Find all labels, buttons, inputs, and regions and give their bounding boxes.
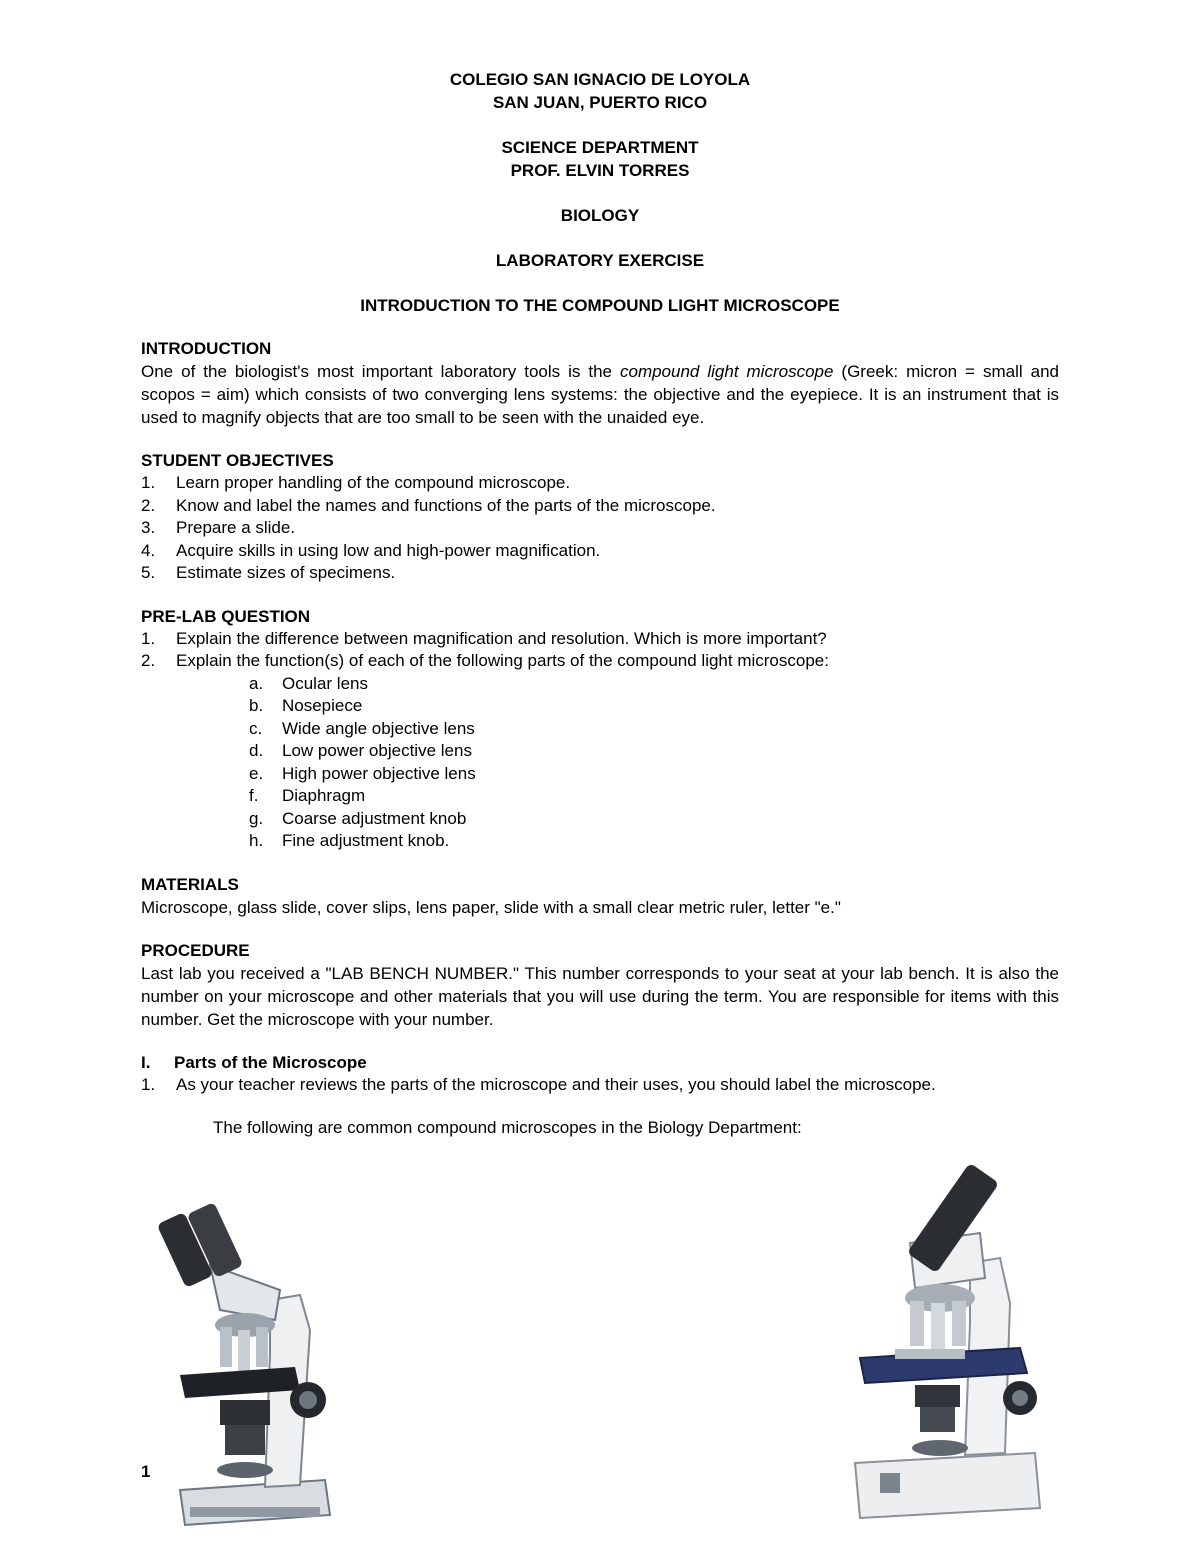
section-heading: I. Parts of the Microscope	[141, 1052, 367, 1072]
list-item: b. Nosepiece	[249, 696, 363, 715]
microscope-parts-list	[141, 673, 1059, 853]
list-item: a. Ocular lens	[249, 673, 368, 693]
list-item: 5. Estimate sizes of specimens.	[141, 563, 396, 582]
list-item: 2. Explain the function(s) of each of the following parts of the compound light microscope:	[141, 651, 829, 670]
objectives-heading: STUDENT OBJECTIVES	[141, 451, 334, 470]
school-location: SAN JUAN, PUERTO RICO	[492, 93, 708, 112]
department: SCIENCE DEPARTMENT	[501, 138, 699, 157]
exercise-label: LABORATORY EXERCISE	[495, 251, 705, 270]
list-item: 2. Know and label the names and functions of the parts of the microscope.	[141, 495, 716, 515]
list-item: c. Wide angle objective lens	[249, 718, 475, 738]
subject: BIOLOGY	[560, 206, 640, 225]
introduction-heading: INTRODUCTION	[141, 339, 272, 358]
list-item: g. Coarse adjustment knob	[249, 808, 467, 828]
list-item: e. High power objective lens	[249, 763, 476, 783]
page-number: 1	[141, 1462, 151, 1481]
professor: PROF. ELVIN TORRES	[510, 161, 690, 180]
prelab-heading: PRE-LAB QUESTION	[141, 606, 311, 626]
materials-heading: MATERIALS	[141, 874, 239, 894]
list-item: d. Low power objective lens	[249, 741, 472, 760]
list-item: h. Fine adjustment knob.	[249, 831, 450, 850]
list-item: 1. Learn proper handling of the compound microscope.	[141, 473, 571, 492]
list-item: 1. As your teacher reviews the parts of the microscope and their uses, you should label the microscope.	[141, 1074, 936, 1094]
document-title: INTRODUCTION TO THE COMPOUND LIGHT MICROSCOPE	[360, 296, 840, 315]
introduction-text: One of the biologist's most important laboratory tools is the compound light microscope (Greek: micron = small and scopos = aim) which consists of two converging lens systems: the objective and the eyepiece. It is an instrument that is used to magnify objects that are too small to be seen with the unaided eye.	[141, 362, 1059, 427]
binocular-microscope-image	[150, 1195, 350, 1535]
procedure-text: Last lab you received a "LAB BENCH NUMBER." This number corresponds to your seat at your lab bench. It is also the number on your microscope and other materials that you will use during the term. You are responsible for items with this number. Get the microscope with your number.	[141, 963, 1059, 1029]
section-steps	[141, 1074, 1059, 1097]
list-item: 3. Prepare a slide.	[141, 518, 296, 537]
monocular-microscope-image	[835, 1163, 1060, 1538]
list-item: 1. Explain the difference between magnification and resolution. Which is more important?	[141, 628, 827, 648]
microscope-caption: The following are common compound microscopes in the Biology Department:	[213, 1118, 802, 1137]
procedure-heading: PROCEDURE	[141, 940, 250, 960]
prelab-questions	[141, 628, 1059, 673]
list-item: 4. Acquire skills in using low and high-power magnification.	[141, 540, 601, 560]
document-page	[141, 68, 1059, 1139]
school-name: COLEGIO SAN IGNACIO DE LOYOLA	[449, 70, 751, 89]
objectives-list	[141, 472, 1059, 585]
list-item: f. Diaphragm	[249, 786, 366, 805]
materials-text: Microscope, glass slide, cover slips, lens paper, slide with a small clear metric ruler, letter "e."	[141, 897, 841, 917]
